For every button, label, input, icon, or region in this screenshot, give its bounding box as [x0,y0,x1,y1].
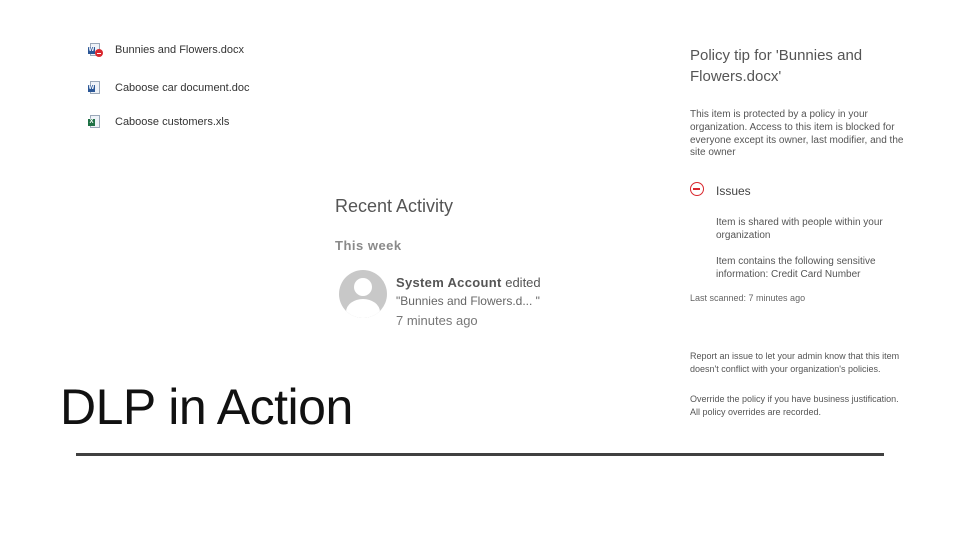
file-item-caboose-doc[interactable] [88,80,250,96]
file-name: Bunnies and Flowers.docx [115,44,245,56]
issue-item: Item is shared with people within your organization [716,217,883,241]
override-policy-text[interactable]: Override the policy if you have business justification. All policy overrides are recorded. [690,394,899,417]
last-scanned: Last scanned: 7 minutes ago [690,293,806,303]
word-doc-icon: W [88,81,102,95]
activity-summary [396,275,541,290]
file-item-caboose-xls[interactable] [88,114,229,130]
activity-actor[interactable]: System Account [396,275,502,290]
activity-action: edited [505,275,541,290]
recent-activity-period: This week [335,238,402,253]
file-name: Caboose car document.doc [115,82,250,94]
policy-tip-description: This item is protected by a policy in your organization. Access to this item is blocked for everyone except its owner, last modifier, and the site owner [690,109,904,159]
word-doc-icon: W [88,43,102,57]
file-item-bunnies[interactable] [88,42,244,58]
slide-title: DLP in Action [60,379,353,435]
issues-blocked-icon [690,182,704,196]
excel-sheet-icon: X [88,115,102,129]
issues-label: Issues [716,184,751,198]
blocked-icon [95,49,103,57]
activity-file[interactable]: "Bunnies and Flowers.d... " [396,294,540,308]
user-avatar-icon [339,270,387,318]
file-name: Caboose customers.xls [115,116,230,128]
recent-activity-title: Recent Activity [335,196,454,216]
title-underline [76,453,884,456]
report-issue-text[interactable]: Report an issue to let your admin know that this item doesn't conflict with your organization's policies. [690,351,900,374]
policy-tip-title: Policy tip for 'Bunnies and Flowers.docx' [690,47,863,85]
activity-time: 7 minutes ago [396,313,478,328]
issue-item: Item contains the following sensitive information: Credit Card Number [716,256,876,280]
